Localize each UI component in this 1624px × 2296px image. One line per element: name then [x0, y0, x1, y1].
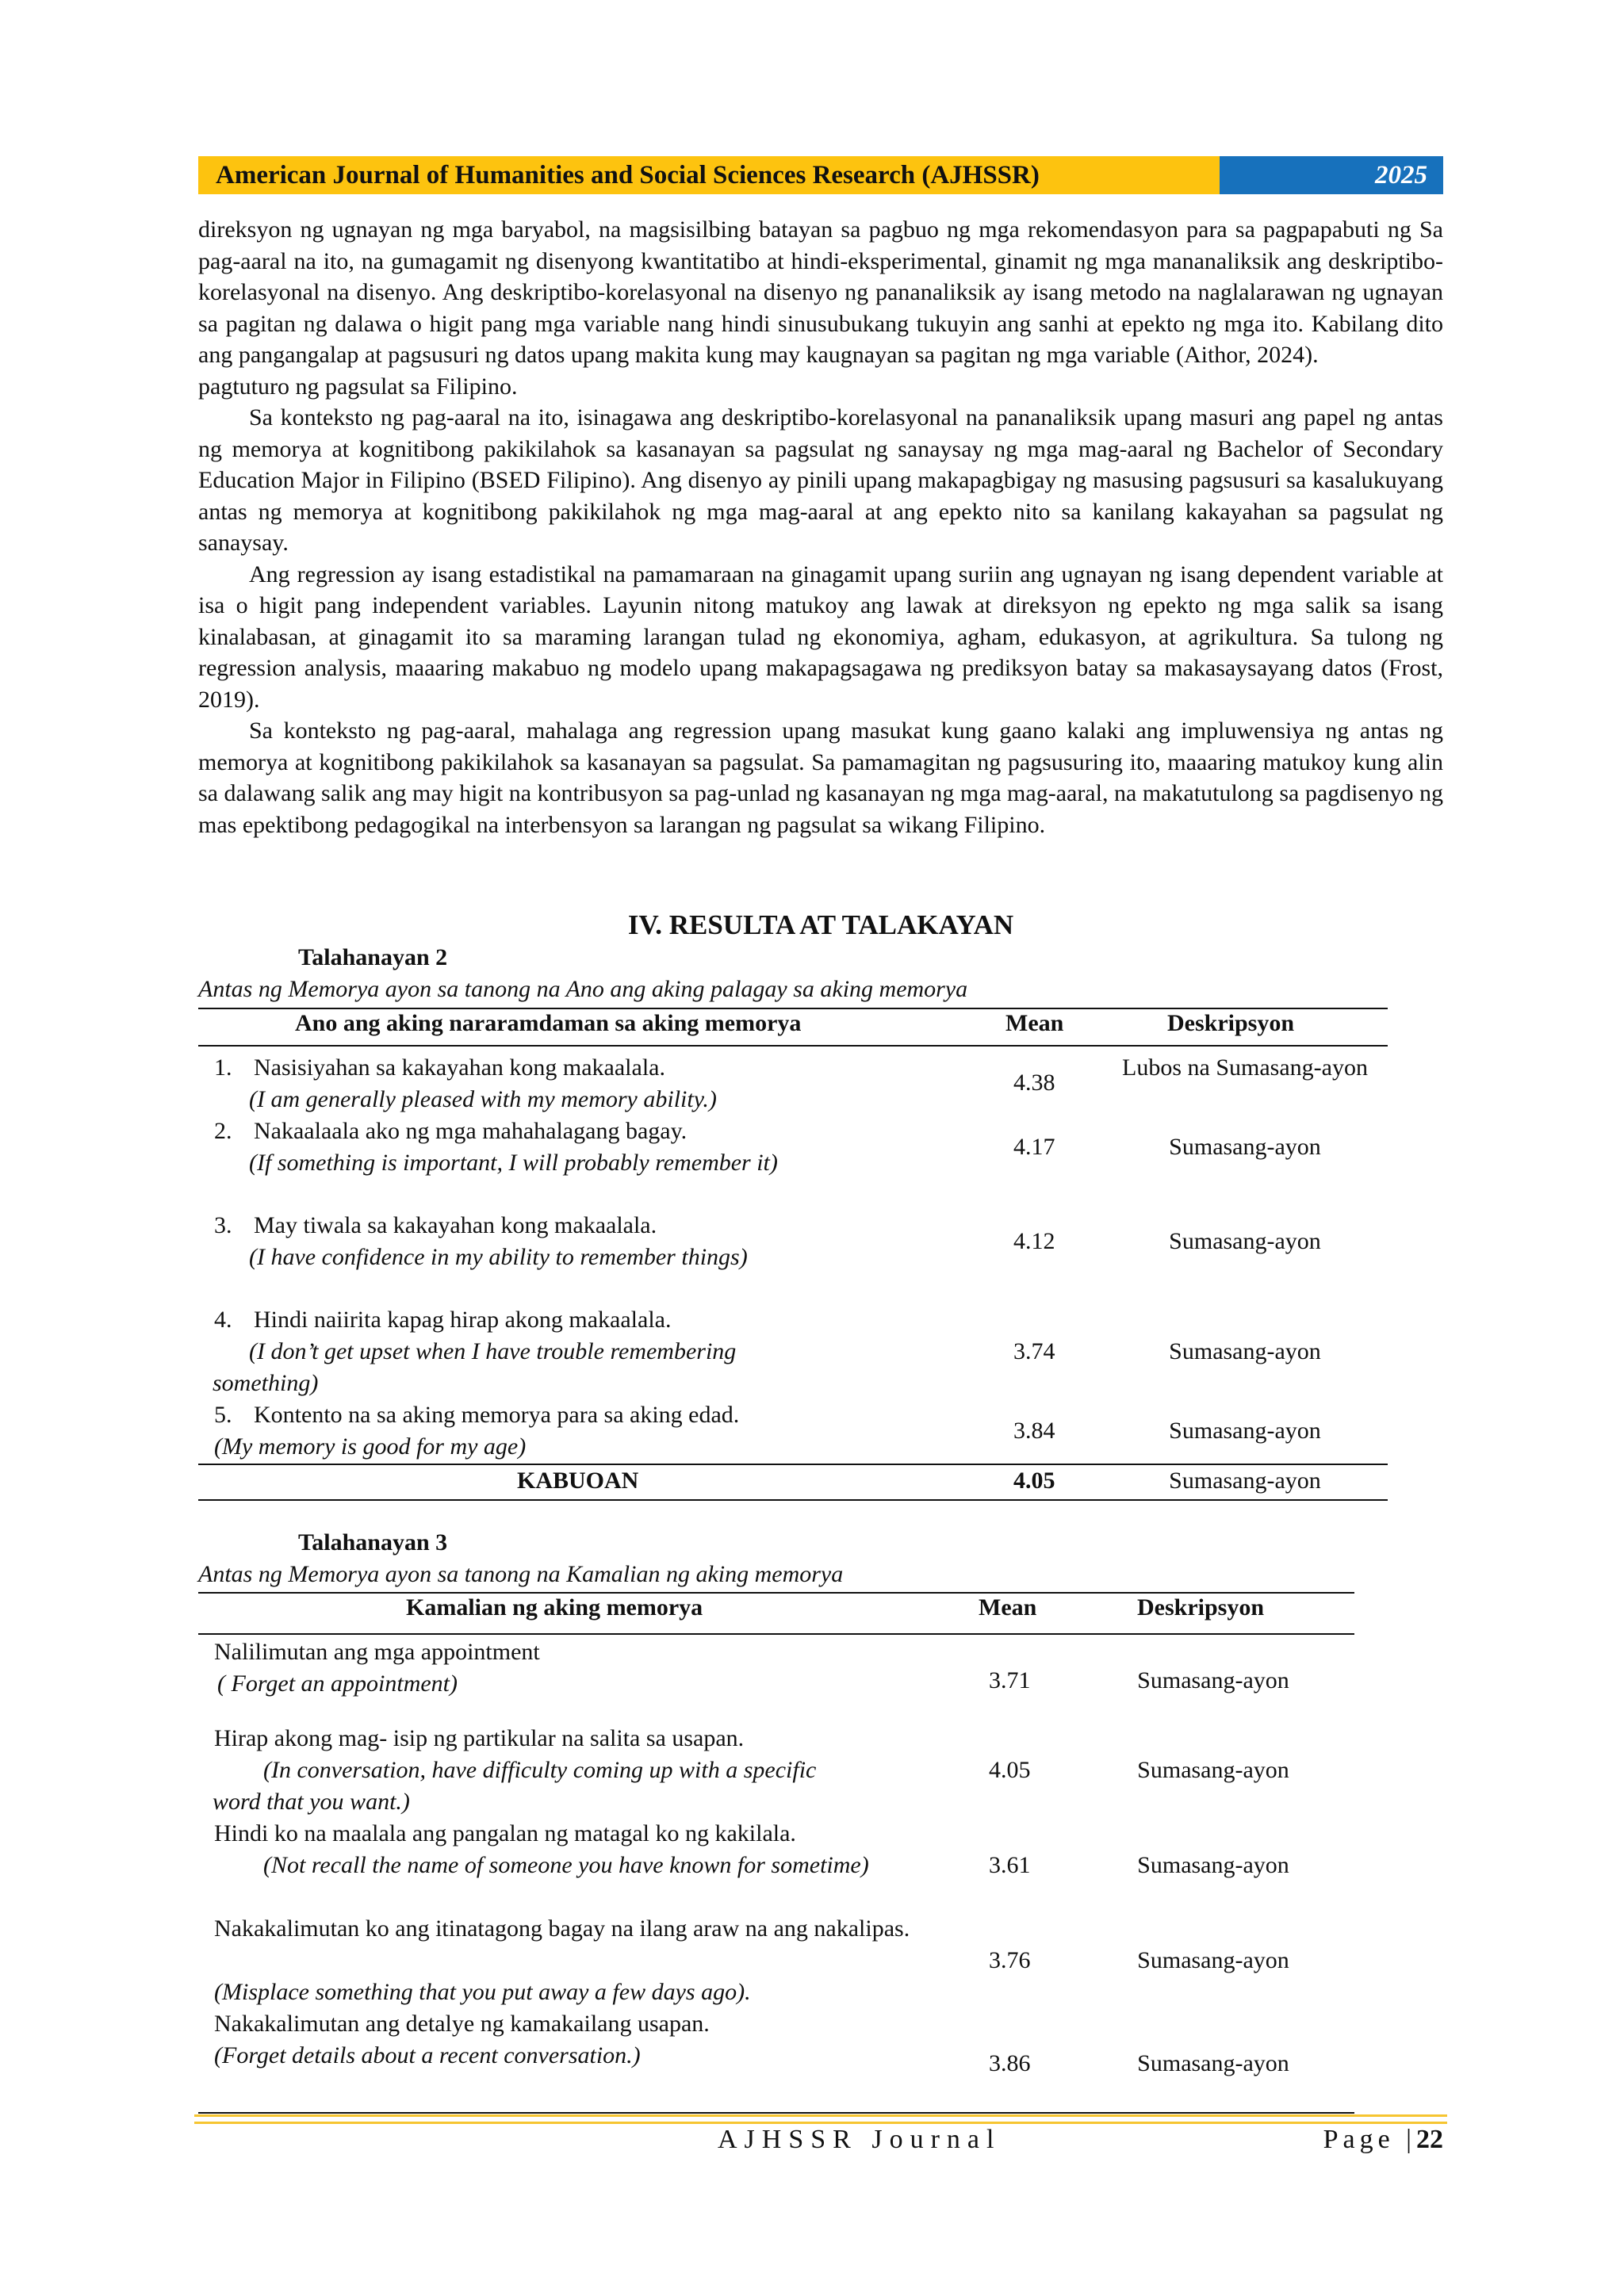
table-caption: Antas ng Memorya ayon sa tanong na Kamalian ng aking memorya [198, 1561, 844, 1587]
mean-value: 3.76 [989, 1947, 1031, 1973]
page-label: Page | [1323, 2125, 1416, 2154]
journal-year: 2025 [1220, 156, 1443, 194]
footer-rule [194, 2122, 1447, 2124]
statement-fil: Hindi ko na maalala ang pangalan ng matagal ko ng kakilala. [214, 1820, 796, 1846]
mean-value: 3.86 [989, 2050, 1031, 2076]
description: Sumasang-ayon [1169, 1228, 1321, 1254]
description: Sumasang-ayon [1137, 2050, 1289, 2076]
statement-fil: Nakakalimutan ko ang itinatagong bagay na ilang araw na ang nakalipas. [214, 1915, 910, 1942]
journal-title: American Journal of Humanities and Social Sciences Research (AJHSSR) [198, 156, 1220, 194]
mean-value: 4.17 [1013, 1134, 1055, 1160]
paragraph: pagtuturo ng pagsulat sa Filipino. [198, 373, 518, 400]
table-rule [198, 2112, 1354, 2114]
section-title: IV. RESULTA AT TALAKAYAN [627, 909, 1014, 940]
mean-value: 3.84 [1013, 1418, 1055, 1444]
statement-fil: Nalilimutan ang mga appointment [214, 1639, 540, 1665]
table-header: Kamalian ng aking memorya [406, 1594, 703, 1621]
table-rule [198, 1499, 1388, 1501]
statement-eng: (If something is important, I will probably remember it) [249, 1150, 778, 1176]
page-number: 22 [1416, 2125, 1443, 2154]
row-number: 4. [214, 1307, 232, 1333]
table-header: Deskripsyon [1137, 1594, 1265, 1621]
statement-fil: Kontento na sa aking memorya para sa aking edad. [254, 1402, 740, 1428]
table-label: Talahanayan 3 [298, 1529, 448, 1556]
paragraph: Ang regression ay isang estadistikal na pamamaraan na ginagamit upang suriin ang ugnayan ng isang dependent variable at isa o higit pang independent variables. Layunin nitong matukoy ang lawak at direksyon ng epekto ng mga salik sa isang kinalabasan, at ginagamit ito sa maraming larangan tulad ng ekonomiya, agham, edukasyon, at agrikultura. Sa tulong ng regression analysis, maaaring makabuo ng modelo upang makapagsagawa ng prediksyon batay sa makasaysayang datos (Frost, 2019). [198, 561, 1443, 713]
statement-eng: (Forget details about a recent conversation.) [214, 2042, 641, 2068]
statement-eng: (In conversation, have difficulty coming up with a specific word that you want.) [213, 1757, 817, 1815]
mean-value: 3.61 [989, 1852, 1031, 1878]
table-header: Mean [979, 1594, 1037, 1621]
footer-rule [194, 2114, 1447, 2117]
description: Sumasang-ayon [1137, 1667, 1289, 1693]
mean-value: 4.12 [1013, 1228, 1055, 1254]
mean-value: 4.05 [989, 1757, 1031, 1783]
total-mean: 4.05 [1013, 1468, 1055, 1494]
statement-fil: Nasisiyahan sa kakayahan kong makaalala. [254, 1054, 665, 1081]
mean-value: 4.38 [1013, 1070, 1055, 1096]
description: Sumasang-ayon [1169, 1418, 1321, 1444]
table-header: Mean [1005, 1010, 1064, 1036]
journal-header [198, 156, 1443, 194]
statement-fil: Nakakalimutan ang detalye ng kamakailang usapan. [214, 2011, 710, 2037]
statement-eng: (I have confidence in my ability to remember things) [249, 1244, 748, 1270]
paragraph: direksyon ng ugnayan ng mga baryabol, na magsisilbing batayan sa pagbuo ng mga rekomendasyon para sa pagpapabuti ng Sa pag-aaral na ito, na gumagamit ng disenyong kwantitatibo at hindi-eksperimental, ginamit ng mga mananaliksik ang deskriptibo-korelasyonal na disenyo. Ang deskriptibo-korelasyonal na disenyo ng pananaliksik ay isang metodo na naglalarawan ng ugnayan sa pagitan ng dalawa o higit pang mga variable nang hindi sinusubukang tukuyin ang sanhi at epekto ng mga ito. Kabilang dito ang pangangalap at pagsusuri ng datos upang makita kung may kaugnayan sa pagitan ng mga variable (Aithor, 2024). [198, 216, 1443, 368]
statement-eng: (My memory is good for my age) [214, 1433, 527, 1460]
body-text [198, 214, 1443, 840]
footer-journal: AJHSSR Journal [718, 2125, 1002, 2154]
description: Sumasang-ayon [1169, 1338, 1321, 1364]
statement-eng: (I am generally pleased with my memory ability.) [249, 1086, 717, 1112]
row-number: 5. [214, 1402, 232, 1428]
table-caption: Antas ng Memorya ayon sa tanong na Ano ang aking palagay sa aking memorya [198, 976, 968, 1002]
statement-fil: May tiwala sa kakayahan kong makaalala. [254, 1212, 657, 1238]
statement-eng: (I don’t get upset when I have trouble remembering something) [213, 1338, 737, 1396]
mean-value: 3.71 [989, 1667, 1031, 1693]
table-rule [198, 1592, 1354, 1594]
statement-eng: ( Forget an appointment) [217, 1670, 458, 1697]
table-label: Talahanayan 2 [298, 944, 448, 970]
row-number: 1. [214, 1054, 232, 1081]
table-header: Ano ang aking nararamdaman sa aking memorya [295, 1010, 802, 1036]
table-rule [198, 1045, 1388, 1047]
mean-value: 3.74 [1013, 1338, 1055, 1364]
footer-page [1323, 2125, 1443, 2155]
table-header: Deskripsyon [1167, 1010, 1295, 1036]
table-rule [198, 1008, 1388, 1009]
description: Sumasang-ayon [1137, 1947, 1289, 1973]
description: Lubos na Sumasang-ayon [1122, 1054, 1368, 1081]
statement-fil: Nakaalaala ako ng mga mahahalagang bagay. [254, 1118, 688, 1144]
description: Sumasang-ayon [1169, 1134, 1321, 1160]
statement-eng: (Misplace something that you put away a few days ago). [214, 1979, 751, 2005]
paragraph: Sa konteksto ng pag-aaral na ito, isinagawa ang deskriptibo-korelasyonal na pananaliksik upang masuri ang papel ng antas ng memorya at kognitibong pakikilahok sa kasanayan sa pagsulat ng sanaysay ng mga mag-aaral ng Bachelor of Secondary Education Major in Filipino (BSED Filipino). Ang disenyo ay pinili upang makapagbigay ng masusing pagsusuri sa kasalukuyang antas ng memorya at kognitibong pakikilahok ng mga mag-aaral at ang epekto nito sa kanilang kakayahan sa pagsulat ng sanaysay. [198, 404, 1443, 556]
table-rule [198, 1633, 1354, 1635]
statement-eng: (Not recall the name of someone you have known for sometime) [263, 1852, 869, 1878]
description: Sumasang-ayon [1137, 1757, 1289, 1783]
statement-fil: Hirap akong mag- isip ng partikular na salita sa usapan. [214, 1725, 745, 1751]
paragraph: Sa konteksto ng pag-aaral, mahalaga ang regression upang masukat kung gaano kalaki ang impluwensiya ng antas ng memorya at kognitibong pakikilahok sa kasanayan sa pagsulat. Sa pamamagitan ng pagsusuring ito, maaaring matukoy kung alin sa dalawang salik ang may higit na kontribusyon sa pag-unlad ng kasanayan ng mga mag-aaral, na makatutulong sa pagdisenyo ng mas epektibong pedagogikal na interbensyon sa larangan ng pagsulat sa wikang Filipino. [198, 718, 1443, 838]
statement-fil: Hindi naiirita kapag hirap akong makaalala. [254, 1307, 672, 1333]
row-number: 3. [214, 1212, 232, 1238]
description: Sumasang-ayon [1137, 1852, 1289, 1878]
total-label: KABUOAN [517, 1468, 639, 1494]
total-description: Sumasang-ayon [1169, 1468, 1321, 1494]
row-number: 2. [214, 1118, 232, 1144]
